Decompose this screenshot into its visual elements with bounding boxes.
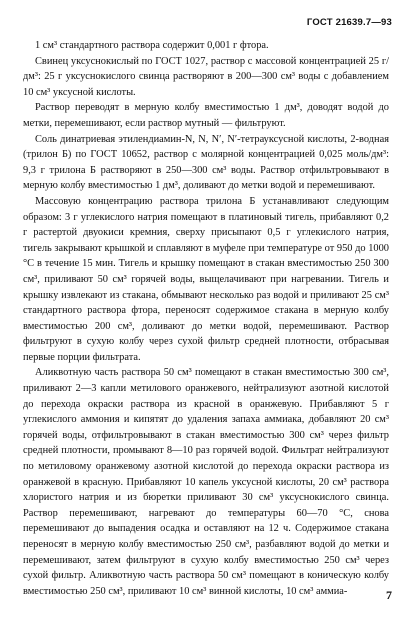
page-number: 7 <box>386 588 392 602</box>
paragraph: Раствор переводят в мерную колбу вместимостью 1 дм³, доводят водой до метки, перемешивают, если раствор мутный — фильтруют. <box>23 102 389 129</box>
paragraph: Свинец уксуснокислый по ГОСТ 1027, раствор с массовой концентрацией 25 г/дм³: 25 г уксуснокислого свинца растворяют в 200—300 см³ воды с добавлением 10 см³ уксусной кислоты. <box>23 55 389 98</box>
page-header: ГОСТ 21639.7—93 <box>306 17 392 28</box>
paragraph: Аликвотную часть раствора 50 см³ помещают в стакан вместимостью 300 см³, приливают 2—3 капли метилового оранжевого, нейтрализуют азотной кислотой до перехода окраски раствора из красной в оранжевую. Прибавляют 5 г углекислого аммония и кипятят до удаления запаха аммиака, добавляют 20 см³ горячей воды, отфильтровывают в стакан вместимостью 300 см³ через фильтр средней плотности, промывают 8—10 раз горячей водой. Фильтрат нейтрализуют по метиловому оранжевому азотной кислотой до перехода окраски раствора из оранжевой в красную. Прибавляют 10 капель уксусной кислоты, 20 см³ раствора хлористого натрия и из бюретки приливают 30 см³ уксуснокислого свинца. Раствор перемешивают, нагревают до температуры 60—70 °С, снова перемешивают до выпадения осадка и оставляют на 12 ч. Содержимое стакана переносят в мерную колбу вместимостью 250 см³, разбавляют водой до метки и перемешивают, затем фильтруют в сухую колбу вместимостью 250 см³ через сухой фильтр. Аликвотную часть раствора 50 см³ помещают в коническую колбу вместимостью 250 см³, приливают 10 см³ винной кислоты, 10 см³ аммиа- <box>23 367 389 597</box>
body-text <box>23 38 389 599</box>
paragraph: Массовую концентрацию раствора трилона Б устанавливают следующим образом: 3 г углекислого натрия помещают в платиновый тигель, прибавляют 0,2 г растертой двуокиси кремния, сверху присыпают 0,5 г углекислого натрия, тигель закрывают крышкой и сплавляют в муфеле при температуре от 950 до 1000 °С в течение 15 мин. Тигель и крышку помещают в стакан вместимостью 250 300 см³, приливают 50 см³ горячей воды, выщелачивают при нагревании. Тигель и крышку извлекают из стакана, обмывают несколько раз водой и приливают 25 см³ стандартного раствора фтора, переносят содержимое стакана в мерную колбу вместимостью 200 см³, доливают до метки водой, перемешивают. Раствор фильтруют в сухую колбу через сухой фильтр средней плотности, отбрасывая первые порции фильтрата. <box>23 195 389 363</box>
paragraph: Соль динатриевая этилендиамин-N, N, N′, N′-тетрауксусной кислоты, 2-водная (трилон Б) по ГОСТ 10652, раствор с молярной концентрацией 0,025 моль/дм³: 9,3 г трилона Б растворяют в 250—300 см³ воды. Раствор отфильтровывают в мерную колбу вместимостью 1 дм³, доливают до метки водой и перемешивают. <box>23 133 389 192</box>
paragraph: 1 см³ стандартного раствора содержит 0,001 г фтора. <box>35 40 269 51</box>
